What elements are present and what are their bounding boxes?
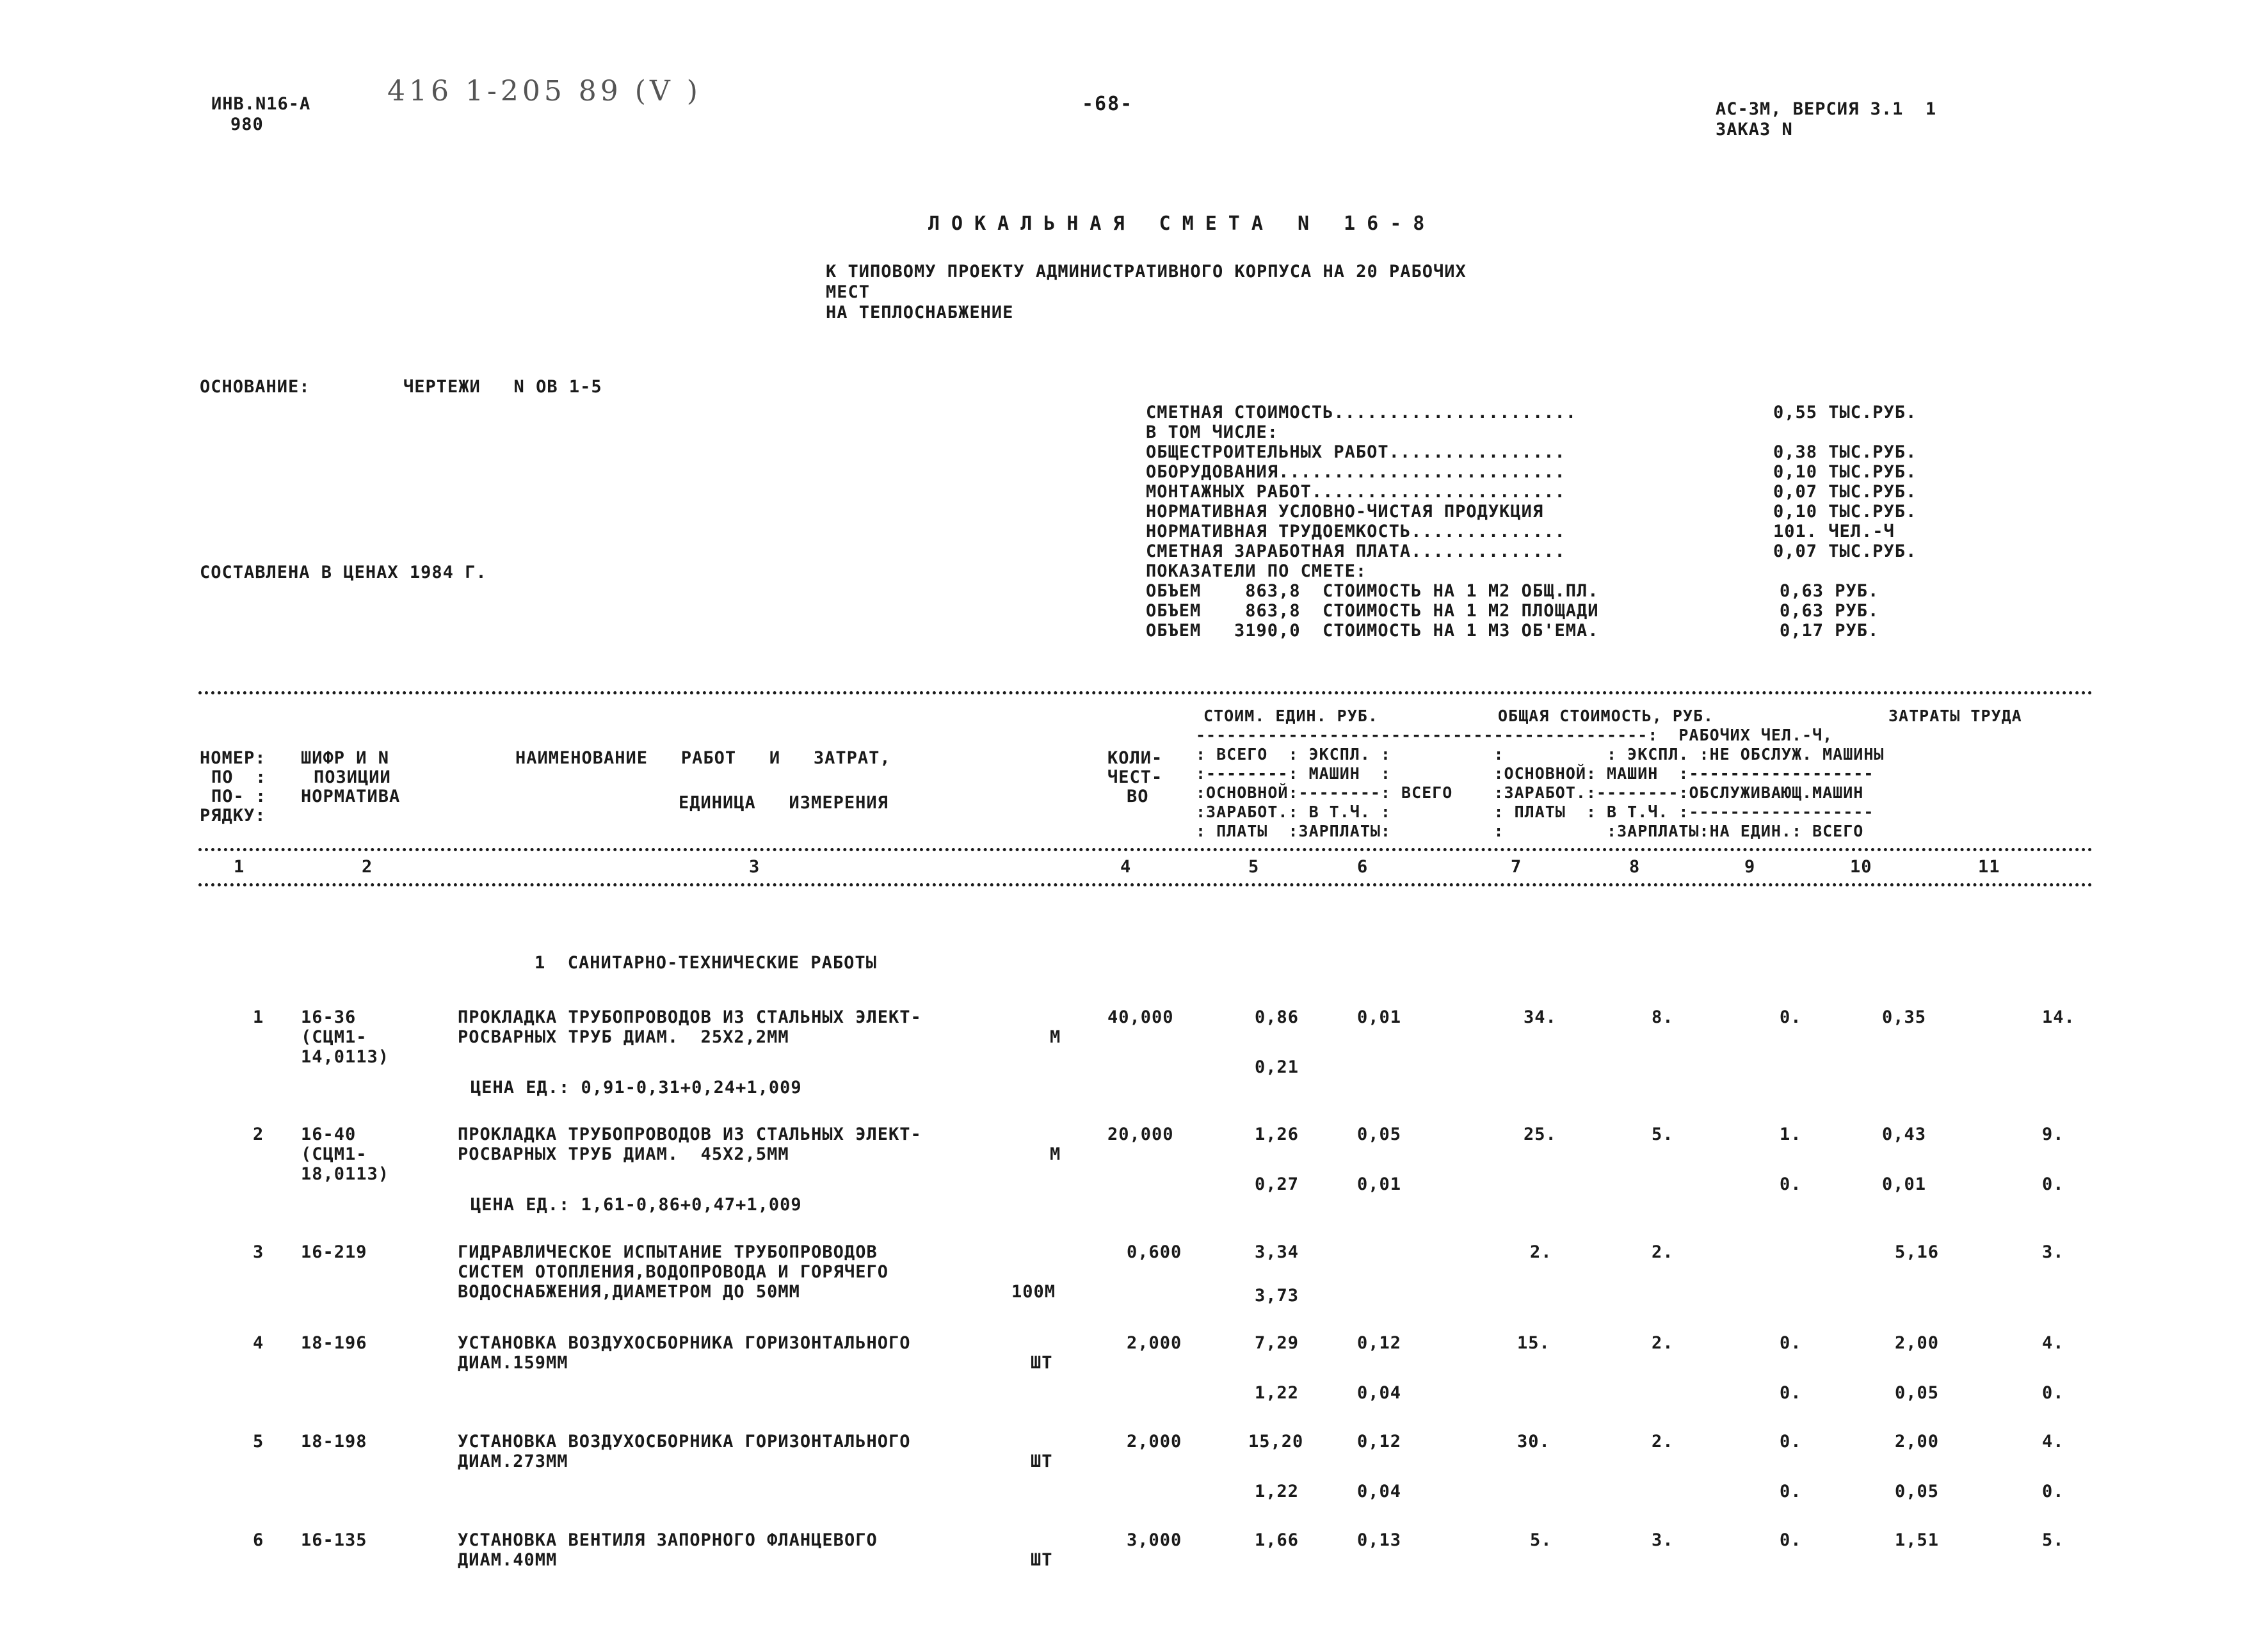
- row-name: ГИДРАВЛИЧЕСКОЕ ИСПЫТАНИЕ ТРУБОПРОВОДОВ: [458, 1242, 878, 1262]
- row-quantity: 0,600: [1127, 1242, 1182, 1262]
- row-total: 34.: [1524, 1007, 1557, 1027]
- row-unit-wage: 0,27: [1255, 1174, 1299, 1194]
- row-code: 16-40: [301, 1125, 357, 1144]
- row-labor-machine-total: 0.: [2042, 1174, 2064, 1194]
- column-number: 3: [749, 857, 760, 877]
- row-machines: 0.: [1780, 1333, 1802, 1353]
- row-machine-wage: 0.: [1780, 1482, 1802, 1501]
- row-name: ВОДОСНАБЖЕНИЯ,ДИАМЕТРОМ ДО 50ММ: [458, 1282, 800, 1302]
- row-labor-unit: 0,43: [1882, 1125, 1927, 1144]
- row-unit: ШТ: [1031, 1452, 1053, 1471]
- row-machines: 0.: [1780, 1007, 1802, 1027]
- row-wage: 2.: [1652, 1333, 1674, 1353]
- row-number: 5: [253, 1432, 264, 1452]
- row-labor-unit: 5,16: [1895, 1242, 1940, 1262]
- summary-label: ОБЪЕМ 3190,0 СТОИМОСТЬ НА 1 М3 ОБ'ЕМА.: [1146, 621, 1599, 641]
- row-code: (СЦМ1-: [301, 1027, 367, 1047]
- header-quantity: КОЛИ-: [1107, 748, 1163, 768]
- row-unit: М: [1050, 1144, 1061, 1164]
- summary-value: 0,07 ТЫС.РУБ.: [1773, 541, 1917, 561]
- row-wage: 8.: [1652, 1007, 1674, 1027]
- basis-value: ЧЕРТЕЖИ N ОВ 1-5: [403, 377, 602, 397]
- row-unit-total: 15,20: [1248, 1432, 1304, 1452]
- row-name: ПРОКЛАДКА ТРУБОПРОВОДОВ ИЗ СТАЛЬНЫХ ЭЛЕКТ-: [458, 1007, 922, 1027]
- row-labor-machine-unit: 0,01: [1882, 1174, 1927, 1194]
- row-wage: 2.: [1652, 1432, 1674, 1452]
- header-code: НОРМАТИВА: [301, 787, 401, 806]
- summary-value: 0,17 РУБ.: [1780, 621, 1879, 641]
- header-total-cost: ОБЩАЯ СТОИМОСТЬ, РУБ.: [1498, 707, 1714, 725]
- row-labor-machine-unit: 0,05: [1895, 1383, 1940, 1403]
- basis-label: ОСНОВАНИЕ:: [200, 377, 310, 397]
- column-number: 11: [1978, 857, 2000, 877]
- row-code: 16-219: [301, 1242, 367, 1262]
- summary-label: В ТОМ ЧИСЛЕ:: [1146, 422, 1279, 442]
- summary-label: ПОКАЗАТЕЛИ ПО СМЕТЕ:: [1146, 561, 1367, 581]
- column-number: 4: [1120, 857, 1132, 877]
- row-unit-machines: 0,05: [1357, 1125, 1402, 1144]
- row-quantity: 3,000: [1127, 1530, 1182, 1550]
- row-number: 3: [253, 1242, 264, 1262]
- row-price-formula: ЦЕНА ЕД.: 1,61-0,86+0,47+1,009: [470, 1195, 802, 1215]
- header-code: ШИФР И N: [301, 748, 390, 768]
- row-name: УСТАНОВКА ВОЗДУХОСБОРНИКА ГОРИЗОНТАЛЬНОГО: [458, 1432, 911, 1452]
- row-unit-total: 7,29: [1255, 1333, 1299, 1353]
- row-machines: 0.: [1780, 1530, 1802, 1550]
- row-number: 6: [253, 1530, 264, 1550]
- section-title: 1 САНИТАРНО-ТЕХНИЧЕСКИЕ РАБОТЫ: [535, 953, 877, 973]
- row-unit-machine-wage: 0,04: [1357, 1383, 1402, 1403]
- row-labor-unit: 0,35: [1882, 1007, 1927, 1027]
- row-name: РОСВАРНЫХ ТРУБ ДИАМ. 45Х2,5ММ: [458, 1144, 789, 1164]
- row-labor-total: 4.: [2042, 1333, 2064, 1353]
- row-unit-machines: 0,01: [1357, 1007, 1402, 1027]
- row-name: ПРОКЛАДКА ТРУБОПРОВОДОВ ИЗ СТАЛЬНЫХ ЭЛЕКТ-: [458, 1125, 922, 1144]
- document-subtitle-1: К ТИПОВОМУ ПРОЕКТУ АДМИНИСТРАТИВНОГО КОРПУСА НА 20 РАБОЧИХ: [826, 262, 1467, 282]
- header-unit-cost: СТОИМ. ЕДИН. РУБ.: [1203, 707, 1378, 725]
- row-machine-wage: 0.: [1780, 1174, 1802, 1194]
- column-number: 2: [362, 857, 373, 877]
- summary-value: 0,63 РУБ.: [1780, 581, 1879, 601]
- row-unit: 100М: [1011, 1282, 1056, 1302]
- summary-label: ОБЪЕМ 863,8 СТОИМОСТЬ НА 1 М2 ОБЩ.ПЛ.: [1146, 581, 1599, 601]
- row-code: 18-196: [301, 1333, 367, 1353]
- summary-label: ОБЪЕМ 863,8 СТОИМОСТЬ НА 1 М2 ПЛОЩАДИ: [1146, 601, 1599, 621]
- header-subline: --------------------------------------------: РАБОЧИХ ЧЕЛ.-Ч,: [1196, 726, 1833, 744]
- row-unit-total: 1,26: [1255, 1125, 1299, 1144]
- header-unit: ЕДИНИЦА ИЗМЕРЕНИЯ: [679, 793, 889, 813]
- header-quantity: ЧЕСТ-: [1107, 767, 1163, 787]
- row-total: 30.: [1517, 1432, 1550, 1452]
- summary-value: 0,10 ТЫС.РУБ.: [1773, 502, 1917, 522]
- row-unit-machine-wage: 0,01: [1357, 1174, 1402, 1194]
- row-quantity: 2,000: [1127, 1432, 1182, 1452]
- header-row-number: ПО- :: [211, 787, 267, 806]
- row-machines: 1.: [1780, 1125, 1802, 1144]
- row-unit-wage: 0,21: [1255, 1057, 1299, 1077]
- row-unit-machine-wage: 0,04: [1357, 1482, 1402, 1501]
- summary-label: СМЕТНАЯ СТОИМОСТЬ......................: [1146, 403, 1577, 422]
- row-name: УСТАНОВКА ВЕНТИЛЯ ЗАПОРНОГО ФЛАНЦЕВОГО: [458, 1530, 878, 1550]
- column-number: 1: [234, 857, 245, 877]
- divider: [198, 883, 2093, 886]
- row-total: 25.: [1524, 1125, 1557, 1144]
- header-work-name: НАИМЕНОВАНИЕ РАБОТ И ЗАТРАТ,: [515, 748, 891, 768]
- inventory-number: ИНВ.N16-А: [211, 94, 311, 114]
- row-unit-total: 0,86: [1255, 1007, 1299, 1027]
- row-number: 1: [253, 1007, 264, 1027]
- summary-label: МОНТАЖНЫХ РАБОТ.......................: [1146, 482, 1566, 502]
- header-subline: :ЗАРАБОТ.: В Т.Ч. : : ПЛАТЫ : В Т.Ч. :------------------: [1196, 803, 1874, 821]
- row-quantity: 40,000: [1107, 1007, 1174, 1027]
- column-number: 8: [1629, 857, 1641, 877]
- row-unit-machines: 0,13: [1357, 1530, 1402, 1550]
- row-name: ДИАМ.159ММ: [458, 1353, 568, 1373]
- row-wage: 3.: [1652, 1530, 1674, 1550]
- inventory-year: 980: [230, 115, 264, 134]
- row-total: 15.: [1517, 1333, 1550, 1353]
- summary-value: 0,10 ТЫС.РУБ.: [1773, 462, 1917, 482]
- column-number: 5: [1248, 857, 1260, 877]
- summary-value: 101. ЧЕЛ.-Ч: [1773, 522, 1895, 541]
- row-code: 16-36: [301, 1007, 357, 1027]
- summary-value: 0,38 ТЫС.РУБ.: [1773, 442, 1917, 462]
- row-name: РОСВАРНЫХ ТРУБ ДИАМ. 25Х2,2ММ: [458, 1027, 789, 1047]
- summary-label: СМЕТНАЯ ЗАРАБОТНАЯ ПЛАТА..............: [1146, 541, 1566, 561]
- row-labor-total: 9.: [2042, 1125, 2064, 1144]
- summary-value: 0,55 ТЫС.РУБ.: [1773, 403, 1917, 422]
- row-price-formula: ЦЕНА ЕД.: 0,91-0,31+0,24+1,009: [470, 1078, 802, 1098]
- row-code: 18,0113): [301, 1164, 390, 1184]
- summary-label: НОРМАТИВНАЯ ТРУДОЕМКОСТЬ..............: [1146, 522, 1566, 541]
- row-labor-unit: 2,00: [1895, 1432, 1940, 1452]
- document-subtitle-3: НА ТЕПЛОСНАБЖЕНИЕ: [826, 303, 1014, 323]
- order-number: ЗАКАЗ N: [1716, 120, 1793, 140]
- row-quantity: 20,000: [1107, 1125, 1174, 1144]
- summary-label: НОРМАТИВНАЯ УСЛОВНО-ЧИСТАЯ ПРОДУКЦИЯ: [1146, 502, 1544, 522]
- row-wage: 5.: [1652, 1125, 1674, 1144]
- row-unit-total: 3,34: [1255, 1242, 1299, 1262]
- row-labor-unit: 2,00: [1895, 1333, 1940, 1353]
- summary-label: ОБОРУДОВАНИЯ..........................: [1146, 462, 1566, 482]
- column-number: 6: [1357, 857, 1369, 877]
- row-total: 5.: [1530, 1530, 1552, 1550]
- page-number: -68-: [1082, 93, 1134, 115]
- header-row-number: ПО :: [211, 767, 267, 787]
- row-labor-total: 3.: [2042, 1242, 2064, 1262]
- row-unit: М: [1050, 1027, 1061, 1047]
- row-labor-machine-total: 0.: [2042, 1383, 2064, 1403]
- header-subline: :--------: МАШИН : :ОСНОВНОЙ: МАШИН :------------------: [1196, 764, 1874, 783]
- row-labor-machine-unit: 0,05: [1895, 1482, 1940, 1501]
- row-labor-total: 4.: [2042, 1432, 2064, 1452]
- row-name: ДИАМ.273ММ: [458, 1452, 568, 1471]
- row-labor-total: 14.: [2042, 1007, 2075, 1027]
- row-code: (СЦМ1-: [301, 1144, 367, 1164]
- row-code: 14,0113): [301, 1047, 390, 1067]
- column-number: 9: [1744, 857, 1756, 877]
- row-wage: 2.: [1652, 1242, 1674, 1262]
- row-unit-wage: 1,22: [1255, 1482, 1299, 1501]
- divider: [198, 848, 2093, 851]
- header-quantity: ВО: [1127, 787, 1149, 806]
- row-unit: ШТ: [1031, 1550, 1053, 1570]
- system-version: АС-3М, ВЕРСИЯ 3.1 1: [1716, 99, 1937, 119]
- row-unit-wage: 3,73: [1255, 1286, 1299, 1306]
- column-number: 10: [1850, 857, 1872, 877]
- header-subline: : ПЛАТЫ :ЗАРПЛАТЫ: : :ЗАРПЛАТЫ:НА ЕДИН.: ВСЕГО: [1196, 822, 1864, 840]
- row-unit-machines: 0,12: [1357, 1333, 1402, 1353]
- summary-label: ОБЩЕСТРОИТЕЛЬНЫХ РАБОТ................: [1146, 442, 1566, 462]
- row-code: 16-135: [301, 1530, 367, 1550]
- row-unit: ШТ: [1031, 1353, 1053, 1373]
- header-labor: ЗАТРАТЫ ТРУДА: [1888, 707, 2022, 725]
- document-subtitle-2: МЕСТ: [826, 282, 871, 302]
- row-name: УСТАНОВКА ВОЗДУХОСБОРНИКА ГОРИЗОНТАЛЬНОГО: [458, 1333, 911, 1353]
- row-labor-total: 5.: [2042, 1530, 2064, 1550]
- row-machines: 0.: [1780, 1432, 1802, 1452]
- row-quantity: 2,000: [1127, 1333, 1182, 1353]
- row-unit-total: 1,66: [1255, 1530, 1299, 1550]
- header-row-number: НОМЕР:: [200, 748, 266, 768]
- header-subline: : ВСЕГО : ЭКСПЛ. : : : ЭКСПЛ. :НЕ ОБСЛУЖ. МАШИНЫ: [1196, 745, 1885, 764]
- document-title: ЛОКАЛЬНАЯ СМЕТА N 16-8: [928, 212, 1436, 235]
- summary-value: 0,63 РУБ.: [1780, 601, 1879, 621]
- column-number: 7: [1511, 857, 1522, 877]
- row-total: 2.: [1530, 1242, 1552, 1262]
- prices-note: СОСТАВЛЕНА В ЦЕНАХ 1984 Г.: [200, 563, 487, 582]
- header-row-number: РЯДКУ:: [200, 806, 266, 826]
- row-unit-wage: 1,22: [1255, 1383, 1299, 1403]
- header-subline: :ОСНОВНОЙ:--------: ВСЕГО :ЗАРАБОТ.:--------:ОБСЛУЖИВАЮЩ.МАШИН: [1196, 783, 1864, 802]
- handwritten-note: 416 1-205 89 (V ): [387, 75, 702, 108]
- summary-value: 0,07 ТЫС.РУБ.: [1773, 482, 1917, 502]
- row-labor-unit: 1,51: [1895, 1530, 1940, 1550]
- row-name: СИСТЕМ ОТОПЛЕНИЯ,ВОДОПРОВОДА И ГОРЯЧЕГО: [458, 1262, 889, 1282]
- row-labor-machine-total: 0.: [2042, 1482, 2064, 1501]
- row-name: ДИАМ.40ММ: [458, 1550, 558, 1570]
- row-machine-wage: 0.: [1780, 1383, 1802, 1403]
- row-code: 18-198: [301, 1432, 367, 1452]
- row-unit-machines: 0,12: [1357, 1432, 1402, 1452]
- header-code: ПОЗИЦИИ: [314, 767, 391, 787]
- divider: [198, 691, 2093, 694]
- row-number: 2: [253, 1125, 264, 1144]
- row-number: 4: [253, 1333, 264, 1353]
